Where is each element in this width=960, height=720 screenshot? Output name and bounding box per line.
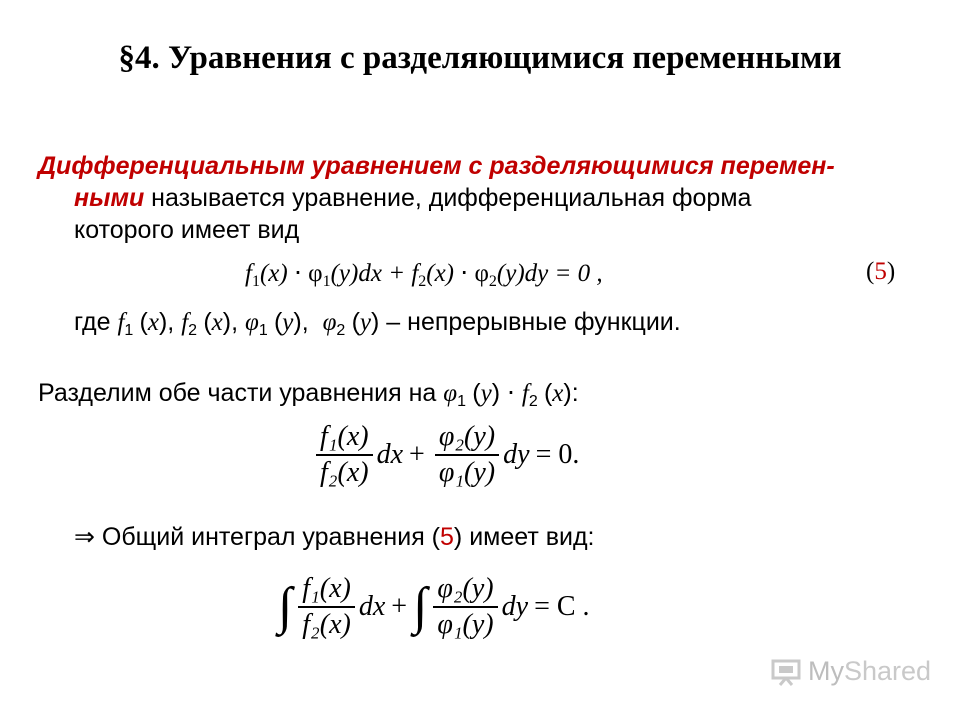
definition-text: называется уравнение, дифференциальная форма bbox=[144, 184, 752, 212]
fraction-phi2-phi1-int: $\frac{\text{φ₂(y)}}{\text{φ₁(y)}}$ bbox=[433, 572, 497, 642]
fraction-f1-f2: $\frac{\text{f₁(x)}}{\text{f₂(x)}}$ bbox=[316, 420, 373, 490]
fraction-phi2-phi1: $\frac{\text{φ₂(y)}}{\text{φ₁(y)}}$ bbox=[435, 420, 499, 490]
definition-text-line3: которого имеет вид bbox=[74, 216, 300, 244]
where-line: где $f_1$ (x), $f_2$ (x), $\varphi_1$ (y), $\varphi_2$ (y) – непрерывные функции. bbox=[74, 308, 681, 339]
definition-term-cont: ными bbox=[74, 184, 145, 212]
definition-term: Дифференциальным уравнением с разделяющимися перемен- bbox=[38, 152, 835, 180]
general-integral-line: ⇒ Общий интеграл уравнения (5) имеет вид: bbox=[74, 523, 595, 551]
divide-line: Разделим обе части уравнения на $\varphi_1$ $(y) \cdot f_2$ (x): bbox=[38, 379, 579, 410]
slideshow-icon bbox=[770, 658, 802, 686]
integral-sign: ∫ bbox=[278, 578, 293, 635]
separated-equation: $\frac{\text{f₁(x)}}{\text{f₂(x)}}$ dx + $\frac{\text{φ₂(y)}}{\text{φ₁(y)}}$ dy = 0. bbox=[312, 420, 585, 490]
integral-sign-2: ∫ bbox=[413, 578, 428, 635]
fraction-f1-f2-int: $\frac{\text{f₁(x)}}{\text{f₂(x)}}$ bbox=[298, 572, 355, 642]
equation-5 bbox=[0, 258, 960, 298]
myshared-watermark: My Shared bbox=[770, 656, 931, 687]
equation-5-body: $f_1(x) \cdot \varphi_1(y)dx + f_2(x) \cdot \varphi_2(y)dy = 0$ , bbox=[245, 260, 603, 290]
equation-number: (5) bbox=[866, 258, 896, 285]
general-integral-equation: ∫ $\frac{\text{f₁(x)}}{\text{f₂(x)}}$ dx + ∫ $\frac{\text{φ₂(y)}}{\text{φ₁(y)}}$ dy = C . bbox=[278, 573, 590, 640]
definition-paragraph bbox=[38, 150, 904, 246]
page-title: §4. Уравнения с разделяющимися переменными bbox=[118, 40, 842, 76]
